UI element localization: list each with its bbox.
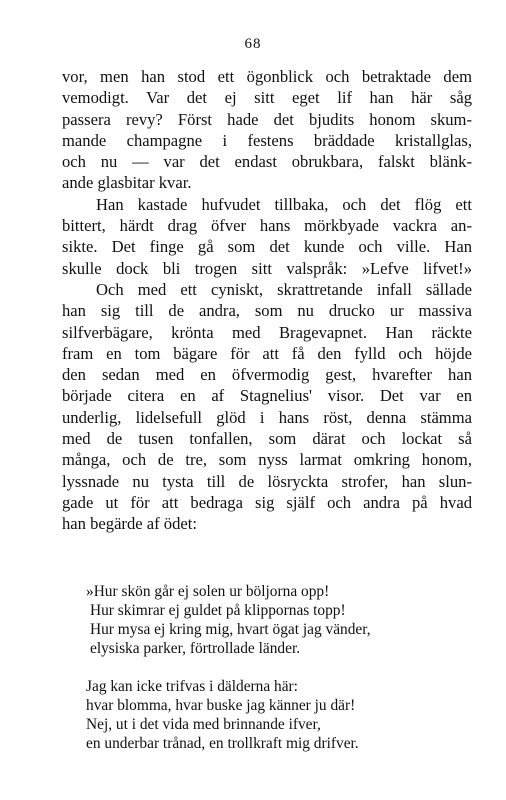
prose-line: mande champagne i festens bräddade kristallglas, [62, 130, 472, 150]
prose-line: skulle dock bli trogen sitt valspråk: »Lefve lifvet!» [62, 258, 472, 278]
prose-line: han begärde af ödet: [62, 514, 197, 534]
prose-line: sikte. Det finge gå som det kunde och ville. Han [62, 237, 472, 257]
poem-stanza-1 [86, 582, 466, 658]
prose-line: passera revy? Först hade det bjudits honom skum- [62, 109, 472, 129]
prose-line: den sedan med en öfvermodig gest, hvarefter han [62, 365, 472, 385]
prose-block [62, 66, 472, 535]
prose-line: fram en tom bägare för att få den fylld och höjde [62, 343, 472, 363]
prose-line: han sig till de andra, som nu drucko ur massiva [62, 301, 472, 321]
poem-verse: »Hur skön går ej solen ur böljorna opp! [86, 583, 330, 600]
prose-line: lyssnade nu tysta till de lösryckta strofer, han slun- [62, 471, 472, 491]
prose-line: vor, men han stod ett ögonblick och betraktade dem [62, 67, 472, 86]
poem-verse: Hur mysa ej kring mig, hvart ögat jag vänder, [90, 621, 371, 638]
poem-verse: elysiska parker, förtrollade länder. [90, 640, 301, 657]
prose-line: började citera en af Stagnelius' visor. Det var en [62, 386, 472, 406]
poem-verse: Nej, ut i det vida med brinnande ifver, [86, 716, 321, 733]
poem-verse: hvar blomma, hvar buske jag känner ju där! [86, 697, 356, 714]
prose-line: underlig, lidelsefull glöd i hans röst, denna stämma [62, 407, 472, 427]
prose-line: med de tusen tonfallen, som därat och lockat så [62, 429, 472, 449]
prose-line: och nu — var det endast obrukbara, falskt blänk- [62, 152, 472, 172]
poem-verse: Hur skimrar ej guldet på klippornas topp! [90, 602, 346, 619]
prose-line: silfverbägare, krönta med Bragevapnet. Han räckte [62, 322, 472, 342]
prose-line: gade ut för att bedraga sig själf och andra på hvad [62, 492, 472, 512]
prose-line: Och med ett cyniskt, skrattretande infall sällade [96, 279, 472, 299]
page-number: 68 [244, 36, 262, 52]
prose-line: många, och de tre, som nyss larmat omkring honom, [62, 450, 472, 470]
poem-verse: Jag kan icke trifvas i dälderna här: [86, 678, 298, 695]
prose-line: ande glasbitar kvar. [62, 173, 192, 193]
poem-stanza-2 [86, 677, 466, 753]
poem-verse: en underbar trånad, en trollkraft mig drifver. [86, 735, 359, 752]
prose-line: vemodigt. Var det ej sitt eget lif han här såg [62, 88, 472, 108]
prose-line: bittert, härdt drag öfver hans mörkbyade vackra an- [62, 216, 472, 236]
prose-line: Han kastade hufvudet tillbaka, och det flög ett [96, 194, 472, 214]
